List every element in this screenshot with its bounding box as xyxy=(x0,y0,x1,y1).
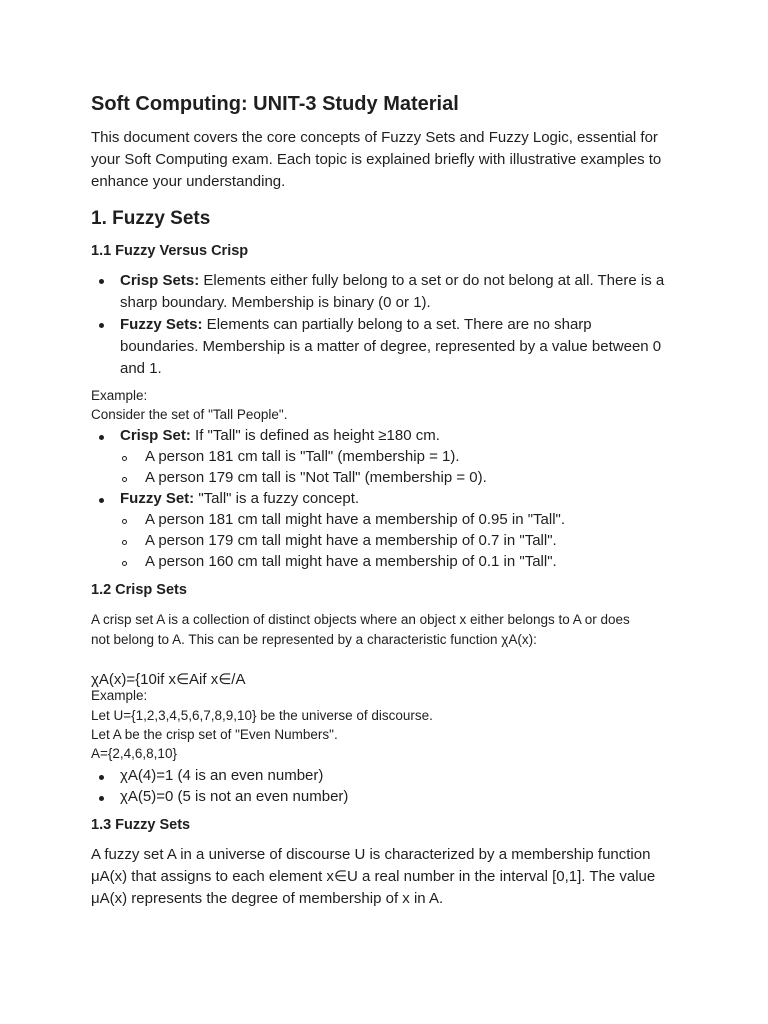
subheading-crisp-sets: 1.2 Crisp Sets xyxy=(91,582,187,598)
example-crisp-set-label: Crisp Set: xyxy=(120,427,191,444)
bullet-crisp-sets-label: Crisp Sets: xyxy=(120,272,200,289)
crisp-example-label: Example: xyxy=(91,688,148,703)
example-crisp-set-text: If "Tall" is defined as height ≥180 cm. xyxy=(190,427,440,444)
section-heading-fuzzy-sets: 1. Fuzzy Sets xyxy=(91,208,211,229)
bullet-fuzzy-sets-line-2: boundaries. Membership is a matter of degree, represented by a value between 0 xyxy=(120,338,662,355)
example-label: Example: xyxy=(91,388,148,403)
crisp-example-line-3: A={2,4,6,8,10} xyxy=(91,746,177,761)
example-intro: Consider the set of "Tall People". xyxy=(91,407,288,422)
bullet-marker xyxy=(99,279,104,284)
crisp-sets-line-1: A crisp set A is a collection of distinct objects where an object x either belongs to A or does xyxy=(91,612,630,627)
sub-bullet-marker xyxy=(122,561,127,566)
subheading-fuzzy-versus-crisp: 1.1 Fuzzy Versus Crisp xyxy=(91,243,249,259)
fuzzy-sets-line-1: A fuzzy set A in a universe of discourse U is characterized by a membership function xyxy=(91,846,651,863)
subheading-fuzzy-sets: 1.3 Fuzzy Sets xyxy=(91,817,191,833)
example-crisp-sub-1: A person 181 cm tall is "Tall" (membership = 1). xyxy=(145,448,460,465)
example-fuzzy-sub-2: A person 179 cm tall might have a membership of 0.7 in "Tall". xyxy=(145,532,557,549)
intro-line-1: This document covers the core concepts of Fuzzy Sets and Fuzzy Logic, essential for xyxy=(91,129,658,146)
sub-bullet-marker xyxy=(122,519,127,524)
intro-line-3: enhance your understanding. xyxy=(91,173,286,190)
example-fuzzy-sub-1: A person 181 cm tall might have a membership of 0.95 in "Tall". xyxy=(145,511,566,528)
example-fuzzy-sub-3: A person 160 cm tall might have a membership of 0.1 in "Tall". xyxy=(145,553,557,570)
bullet-crisp-sets xyxy=(120,270,664,292)
bullet-fuzzy-sets-label: Fuzzy Sets: xyxy=(120,316,203,333)
crisp-example-bullet-2: χA(5)=0 (5 is not an even number) xyxy=(120,788,349,805)
example-crisp-set xyxy=(120,425,440,447)
example-fuzzy-set-label: Fuzzy Set: xyxy=(120,490,195,507)
sub-bullet-marker xyxy=(122,540,127,545)
document-title: Soft Computing: UNIT-3 Study Material xyxy=(91,93,459,115)
bullet-fuzzy-sets-text: Elements can partially belong to a set. There are no sharp xyxy=(202,316,592,333)
sub-bullet-marker xyxy=(122,456,127,461)
example-crisp-sub-2: A person 179 cm tall is "Not Tall" (membership = 0). xyxy=(145,469,487,486)
fuzzy-sets-line-2: μA(x) that assigns to each element x∈U a real number in the interval [0,1]. The value xyxy=(91,868,656,885)
bullet-crisp-sets-text: Elements either fully belong to a set or do not belong at all. There is a xyxy=(199,272,665,289)
bullet-fuzzy-sets-line-3: and 1. xyxy=(120,360,162,377)
intro-line-2: your Soft Computing exam. Each topic is explained briefly with illustrative examples to xyxy=(91,151,662,168)
bullet-marker xyxy=(99,435,104,440)
bullet-marker xyxy=(99,498,104,503)
sub-bullet-marker xyxy=(122,477,127,482)
bullet-marker xyxy=(99,796,104,801)
example-fuzzy-set xyxy=(120,488,359,510)
bullet-fuzzy-sets xyxy=(120,314,592,336)
crisp-example-line-2: Let A be the crisp set of "Even Numbers". xyxy=(91,727,338,742)
crisp-example-line-1: Let U={1,2,3,4,5,6,7,8,9,10} be the universe of discourse. xyxy=(91,708,433,723)
bullet-marker xyxy=(99,323,104,328)
characteristic-function-formula: χA(x)={10if x∈Aif x∈/A xyxy=(91,671,246,688)
example-fuzzy-set-text: "Tall" is a fuzzy concept. xyxy=(194,490,360,507)
bullet-marker xyxy=(99,775,104,780)
bullet-crisp-sets-line-2: sharp boundary. Membership is binary (0 or 1). xyxy=(120,294,431,311)
crisp-example-bullet-1: χA(4)=1 (4 is an even number) xyxy=(120,767,324,784)
fuzzy-sets-line-3: μA(x) represents the degree of membership of x in A. xyxy=(91,890,444,907)
crisp-sets-line-2: not belong to A. This can be represented by a characteristic function χA(x): xyxy=(91,632,537,647)
